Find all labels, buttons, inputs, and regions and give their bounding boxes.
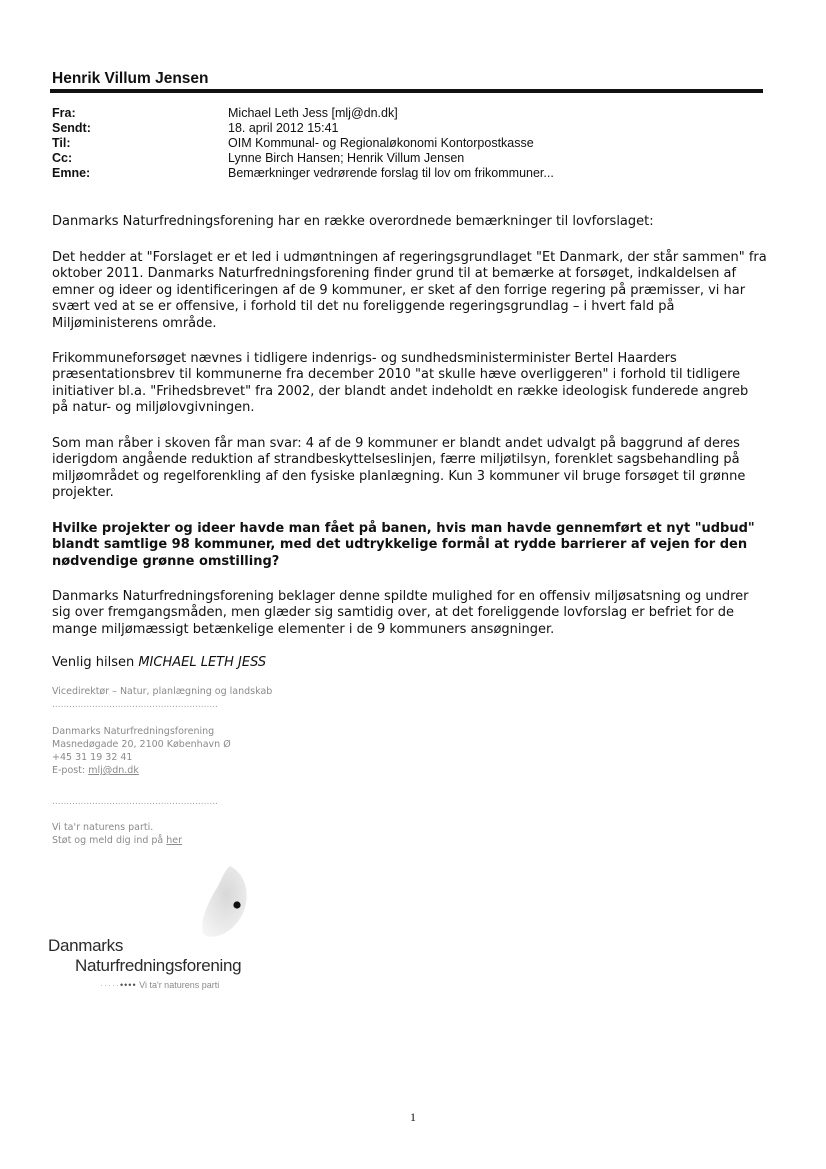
- paragraph-conclusion: Danmarks Naturfredningsforening beklager denne spildte mulighed for en offensiv miljøsatsning og undrer sig over fremgangsmåden, men glæder sig samtidig over, at det foreliggende lovforslag er befriet for de mange miljømæssigt betænkelige elementer i de 9 kommuners ansøgninger.: [52, 589, 749, 637]
- signature-email-label: E-post:: [52, 765, 86, 776]
- signature-org: Danmarks Naturfredningsforening: [52, 726, 215, 737]
- signature-support-link[interactable]: her: [166, 835, 183, 846]
- logo-tagline: [100, 980, 219, 990]
- header-from-value: Michael Leth Jess [mlj@dn.dk]: [228, 106, 398, 120]
- signature-title: Vicedirektør – Natur, planlægning og landskab: [52, 686, 273, 697]
- signature-name: MICHAEL LETH JESS: [138, 655, 267, 670]
- header-subject-key: Emne:: [52, 166, 91, 180]
- page-number: 1: [410, 1110, 416, 1124]
- header-sent: [52, 121, 339, 136]
- header-to: [52, 136, 534, 151]
- header-cc-value: Lynne Birch Hansen; Henrik Villum Jensen: [228, 151, 465, 165]
- header-sent-value: 18. april 2012 15:41: [228, 121, 339, 135]
- signature-slogan: Vi ta'r naturens parti.: [52, 822, 154, 833]
- signature-address: Masnedøgade 20, 2100 København Ø: [52, 739, 231, 750]
- header-to-key: Til:: [52, 136, 71, 150]
- paragraph-regeringsgrundlag: Det hedder at "Forslaget er et led i udmøntningen af regeringsgrundlaget "Et Danmark, der står sammen" fra oktober 2011. Danmarks Naturfredningsforening finder grund til at bemærke at forsøget, indkaldelsen af emner og ideer og identificeringen af de 9 kommuner, er sket af den forrige regering på præmisser, vi har svært ved at se er offensive, i forhold til det nu foreliggende regeringsgrundlag – i hvert fald på Miljøministerens område.: [52, 250, 767, 331]
- sender-name: Henrik Villum Jensen: [52, 70, 209, 87]
- header-sent-key: Sendt:: [52, 121, 91, 135]
- leaf-logo-icon: [190, 862, 260, 942]
- signature-divider-2: ..........................................................: [52, 797, 218, 807]
- signature-line: [52, 655, 266, 670]
- header-from-key: Fra:: [52, 106, 76, 120]
- header-cc: [52, 151, 464, 166]
- header-from: [52, 106, 398, 121]
- paragraph-kommuner: Som man råber i skoven får man svar: 4 af de 9 kommuner er blandt andet udvalgt på baggrund af deres iderigdom angående reduktion af strandbeskyttelseslinjen, færre miljøtilsyn, forenklet sagsbehandling på miljøområdet og regelforenkling af den fysiske planlægning. Kun 3 kommuner vil bruge forsøget til grønne projekter.: [52, 436, 746, 501]
- paragraph-intro: Danmarks Naturfredningsforening har en række overordnede bemærkninger til lovforslaget:: [52, 214, 654, 229]
- logo-line-1: Danmarks: [48, 936, 124, 955]
- header-rule: [50, 89, 763, 93]
- logo-line-2: Naturfredningsforening: [75, 956, 242, 975]
- header-to-value: OIM Kommunal- og Regionaløkonomi Kontorpostkasse: [228, 136, 534, 150]
- logo-tagline-text: Vi ta'r naturens parti: [139, 980, 220, 990]
- header-subject-value: Bemærkninger vedrørende forslag til lov om frikommuner...: [228, 166, 554, 180]
- paragraph-frikommune: Frikommuneforsøget nævnes i tidligere indenrigs- og sundhedsministerminister Bertel Haarders præsentationsbrev til kommunerne fra december 2010 "at skulle hæve overliggeren" i forhold til tidligere initiativer bl.a. "Frihedsbrevet" fra 2002, der blandt andet indeholdt en række ideologisk funderede angreb på natur- og miljølovgivningen.: [52, 351, 749, 416]
- logo-tagline-bullets-icon: ••••: [120, 980, 137, 990]
- logo-tagline-dots-icon: ·····: [100, 980, 120, 990]
- header-subject: [52, 166, 554, 181]
- signature-greeting: Venlig hilsen: [52, 655, 135, 670]
- header-cc-key: Cc:: [52, 151, 73, 165]
- signature-email-line: [52, 765, 139, 778]
- signature-email-link[interactable]: mlj@dn.dk: [88, 765, 139, 776]
- signature-support-line: [52, 835, 182, 848]
- paragraph-question: Hvilke projekter og ideer havde man fået på banen, hvis man havde gennemført et nyt "udbud" blandt samtlige 98 kommuner, med det udtrykkelige formål at rydde barrierer af vejen for den nødvendige grønne omstilling?: [52, 521, 755, 569]
- signature-phone: +45 31 19 32 41: [52, 752, 133, 763]
- signature-divider-1: ..........................................................: [52, 700, 218, 710]
- signature-support-text: Støt og meld dig ind på: [52, 835, 164, 846]
